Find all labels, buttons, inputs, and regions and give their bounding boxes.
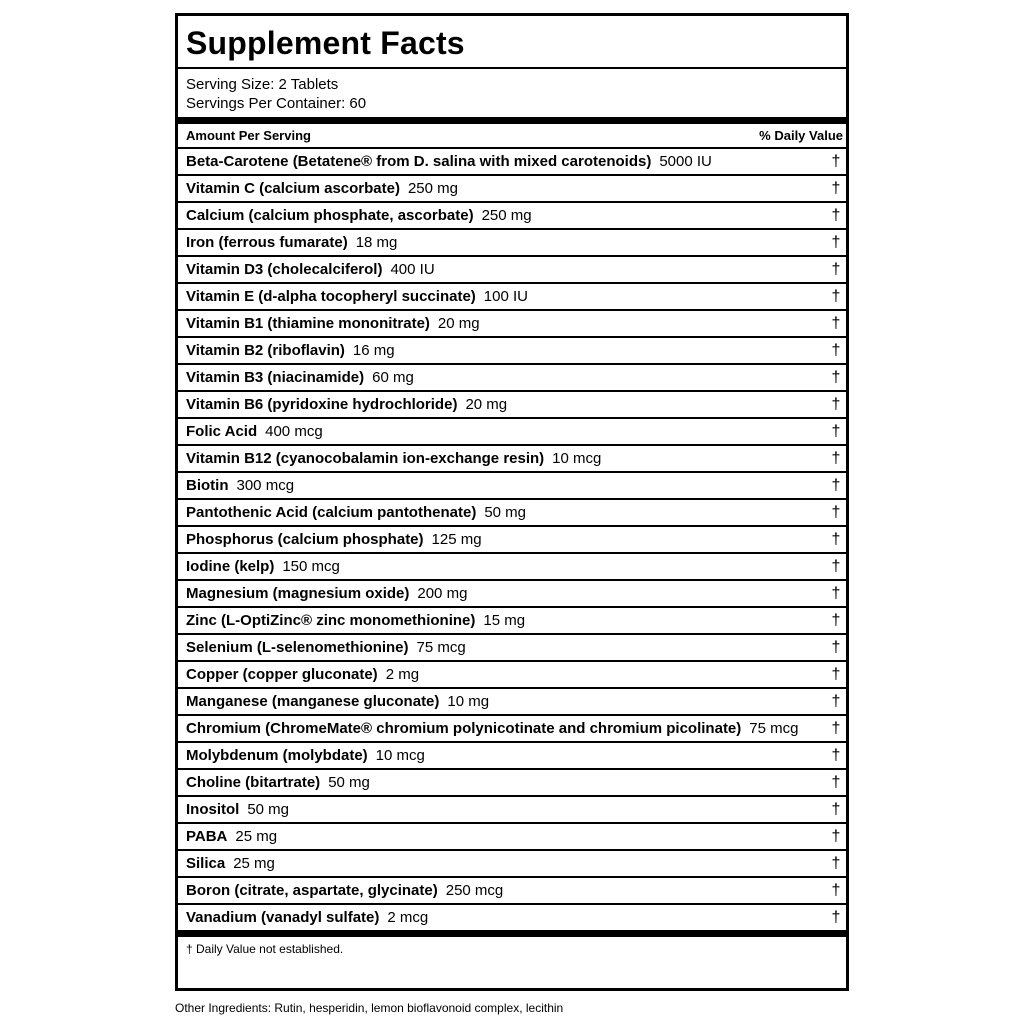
daily-value-dagger: † <box>831 827 841 845</box>
nutrient-name: Vitamin B12 (cyanocobalamin ion-exchange resin) <box>186 450 545 467</box>
nutrient-name: Selenium (L-selenomethionine) <box>186 639 409 656</box>
daily-value-dagger: † <box>831 287 841 305</box>
nutrient-name: Vitamin C (calcium ascorbate) <box>186 180 400 197</box>
daily-value-dagger: † <box>831 557 841 575</box>
nutrient-amount: 16 mg <box>352 342 395 359</box>
daily-value-dagger: † <box>831 152 841 170</box>
nutrient-row <box>178 392 846 419</box>
other-ingredients: Other Ingredients: Rutin, hesperidin, lemon bioflavonoid complex, lecithin <box>175 1001 564 1015</box>
daily-value-dagger: † <box>831 800 841 818</box>
nutrient-amount: 75 mcg <box>416 639 466 656</box>
thick-divider <box>178 117 846 124</box>
nutrient-amount: 15 mg <box>483 612 526 629</box>
nutrient-amount: 75 mcg <box>749 720 799 737</box>
nutrient-name: Inositol <box>186 801 240 818</box>
nutrient-row <box>178 203 846 230</box>
nutrient-row <box>178 365 846 392</box>
nutrient-amount: 250 mg <box>481 207 532 224</box>
nutrient-row <box>178 311 846 338</box>
nutrient-amount: 10 mg <box>447 693 490 710</box>
serving-size: Serving Size: 2 Tablets <box>186 76 339 93</box>
nutrient-name: Vitamin B2 (riboflavin) <box>186 342 345 359</box>
nutrient-amount: 20 mg <box>437 315 480 332</box>
nutrient-name: PABA <box>186 828 228 845</box>
amount-per-serving-header: Amount Per Serving <box>186 128 311 143</box>
nutrient-row <box>178 797 846 824</box>
daily-value-dagger: † <box>831 692 841 710</box>
nutrient-name: Biotin <box>186 477 229 494</box>
nutrient-name: Phosphorus (calcium phosphate) <box>186 531 424 548</box>
daily-value-dagger: † <box>831 530 841 548</box>
nutrient-name: Molybdenum (molybdate) <box>186 747 368 764</box>
nutrient-amount: 50 mg <box>247 801 290 818</box>
daily-value-dagger: † <box>831 854 841 872</box>
nutrient-name: Vitamin B1 (thiamine mononitrate) <box>186 315 430 332</box>
daily-value-dagger: † <box>831 449 841 467</box>
nutrient-name: Vitamin B6 (pyridoxine hydrochloride) <box>186 396 458 413</box>
daily-value-dagger: † <box>831 584 841 602</box>
nutrient-amount: 250 mg <box>407 180 459 197</box>
nutrient-row <box>178 149 846 176</box>
daily-value-header: % Daily Value <box>759 128 843 143</box>
nutrient-row <box>178 446 846 473</box>
nutrient-row <box>178 851 846 878</box>
nutrient-row <box>178 716 846 743</box>
nutrient-amount: 10 mcg <box>375 747 425 764</box>
daily-value-dagger: † <box>831 665 841 683</box>
nutrient-name: Choline (bitartrate) <box>186 774 321 791</box>
nutrient-amount: 20 mg <box>465 396 508 413</box>
nutrient-name: Iron (ferrous fumarate) <box>186 234 348 251</box>
nutrient-row <box>178 824 846 851</box>
nutrient-amount: 18 mg <box>355 234 398 251</box>
nutrient-amount: 150 mcg <box>282 558 340 575</box>
nutrient-name: Magnesium (magnesium oxide) <box>186 585 410 602</box>
nutrient-name: Iodine (kelp) <box>186 558 275 575</box>
servings-per-container: Servings Per Container: 60 <box>186 95 367 112</box>
serving-info <box>178 69 846 117</box>
nutrient-name: Vanadium (vanadyl sulfate) <box>186 909 380 926</box>
nutrient-name: Beta-Carotene (Betatene® from D. salina with mixed carotenoids) <box>186 153 652 170</box>
nutrient-row <box>178 473 846 500</box>
daily-value-dagger: † <box>831 503 841 521</box>
nutrient-name: Calcium (calcium phosphate, ascorbate) <box>186 207 474 224</box>
daily-value-dagger: † <box>831 611 841 629</box>
nutrient-name: Folic Acid <box>186 423 258 440</box>
daily-value-dagger: † <box>831 638 841 656</box>
nutrient-row <box>178 338 846 365</box>
daily-value-dagger: † <box>831 260 841 278</box>
nutrient-name: Pantothenic Acid (calcium pantothenate) <box>186 504 477 521</box>
nutrient-amount: 400 mcg <box>265 423 323 440</box>
nutrient-name: Chromium (ChromeMate® chromium polynicotinate and chromium picolinate) <box>186 720 742 737</box>
daily-value-dagger: † <box>831 395 841 413</box>
nutrient-row <box>178 581 846 608</box>
nutrient-row <box>178 419 846 446</box>
daily-value-dagger: † <box>831 746 841 764</box>
nutrient-amount: 250 mcg <box>445 882 504 899</box>
daily-value-dagger: † <box>831 368 841 386</box>
nutrient-amount: 60 mg <box>372 369 414 386</box>
nutrient-row <box>178 662 846 689</box>
nutrient-amount: 25 mg <box>233 855 275 872</box>
nutrient-name: Vitamin D3 (cholecalciferol) <box>186 261 383 278</box>
label-title: Supplement Facts <box>178 16 846 69</box>
daily-value-dagger: † <box>831 179 841 197</box>
nutrient-name: Zinc (L-OptiZinc® zinc monomethionine) <box>186 612 476 629</box>
nutrient-row <box>178 608 846 635</box>
nutrient-row <box>178 743 846 770</box>
daily-value-dagger: † <box>831 719 841 737</box>
daily-value-dagger: † <box>831 881 841 899</box>
nutrient-row <box>178 689 846 716</box>
nutrient-amount: 5000 IU <box>659 153 712 170</box>
nutrient-row <box>178 878 846 905</box>
nutrient-amount: 2 mg <box>385 666 420 683</box>
daily-value-dagger: † <box>831 908 841 926</box>
nutrient-name: Silica <box>186 855 226 872</box>
nutrient-name: Vitamin B3 (niacinamide) <box>186 369 365 386</box>
footnote: † Daily Value not established. <box>186 942 344 956</box>
column-header-row <box>178 124 846 149</box>
nutrient-amount: 100 IU <box>483 288 528 305</box>
nutrient-name: Boron (citrate, aspartate, glycinate) <box>186 882 438 899</box>
nutrient-row <box>178 770 846 797</box>
nutrient-name: Vitamin E (d-alpha tocopheryl succinate) <box>186 288 476 305</box>
nutrient-amount: 125 mg <box>431 531 482 548</box>
nutrient-row <box>178 176 846 203</box>
nutrient-row <box>178 500 846 527</box>
nutrient-amount: 25 mg <box>235 828 278 845</box>
daily-value-dagger: † <box>831 476 841 494</box>
daily-value-dagger: † <box>831 206 841 224</box>
nutrient-amount: 10 mcg <box>552 450 602 467</box>
nutrient-name: Copper (copper gluconate) <box>186 666 378 683</box>
nutrient-row <box>178 527 846 554</box>
nutrient-amount: 200 mg <box>417 585 468 602</box>
daily-value-dagger: † <box>831 422 841 440</box>
nutrient-amount: 300 mcg <box>236 477 295 494</box>
nutrient-row <box>178 230 846 257</box>
nutrient-amount: 50 mg <box>328 774 370 791</box>
nutrient-row <box>178 257 846 284</box>
nutrient-row <box>178 905 846 932</box>
nutrient-list <box>178 149 846 932</box>
nutrient-amount: 50 mg <box>484 504 527 521</box>
nutrient-row <box>178 635 846 662</box>
daily-value-dagger: † <box>831 341 841 359</box>
supplement-facts-label <box>175 13 849 991</box>
daily-value-dagger: † <box>831 233 841 251</box>
daily-value-dagger: † <box>831 773 841 791</box>
daily-value-dagger: † <box>831 314 841 332</box>
nutrient-row <box>178 554 846 581</box>
nutrient-amount: 2 mcg <box>387 909 429 926</box>
nutrient-amount: 400 IU <box>390 261 435 278</box>
nutrient-row <box>178 284 846 311</box>
nutrient-name: Manganese (manganese gluconate) <box>186 693 440 710</box>
